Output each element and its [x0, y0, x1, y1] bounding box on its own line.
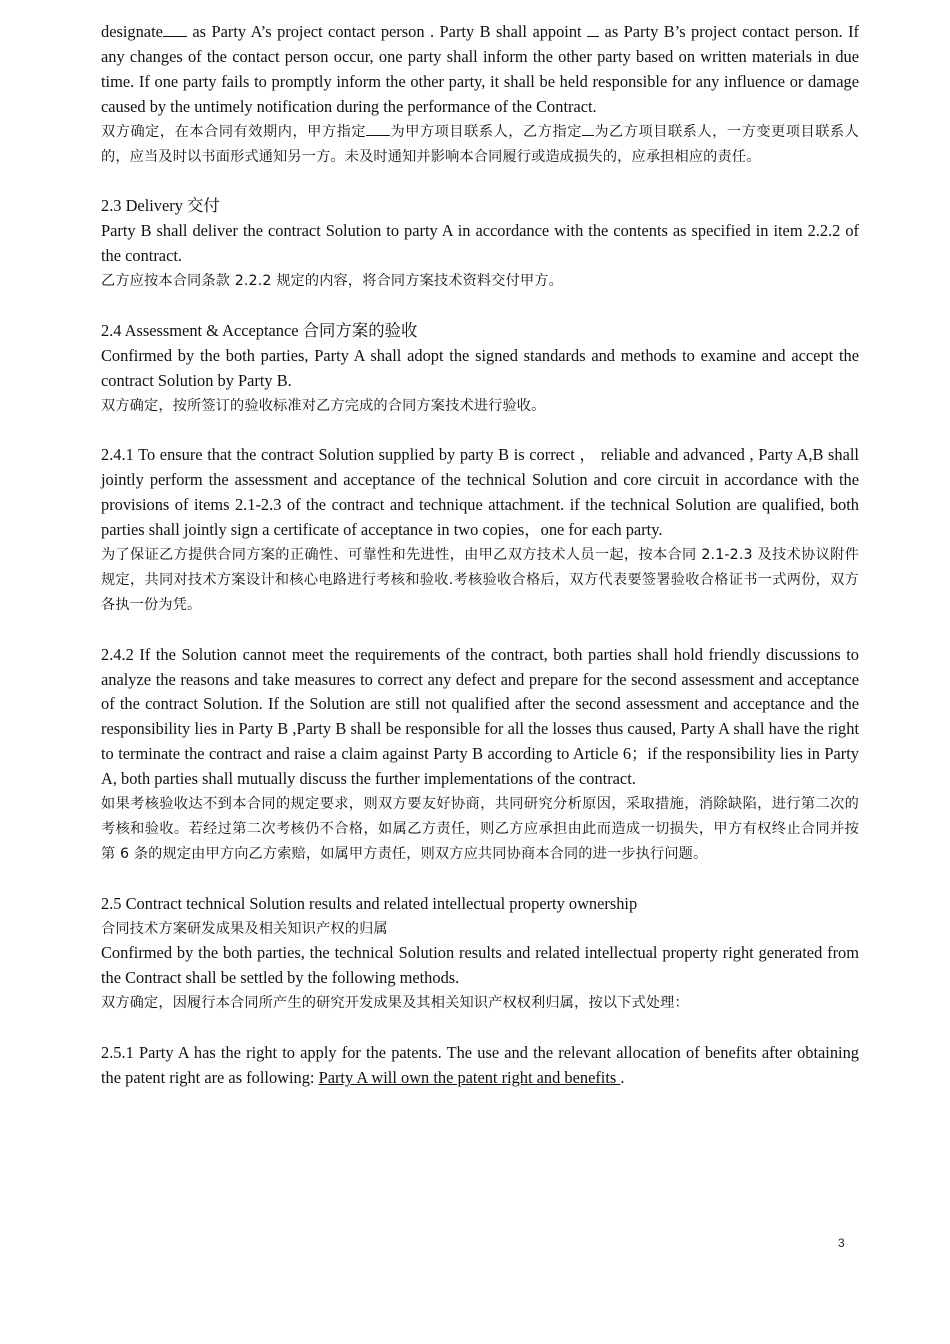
- section-2-4-en: Confirmed by the both parties, Party A shall adopt the signed standards and methods to examine and accept the contract Solution by Party B.: [101, 345, 859, 390]
- section-2-5-heading-zh: 合同技术方案研发成果及相关知识产权的归属: [101, 920, 388, 937]
- text-fragment: 为乙方项目联系人，一方变更项目联系人的，应当及时以书面形式通知另一方。未及时通知并影响本合同履行或造成损失的，应承担相应的责任。: [101, 123, 860, 165]
- text-fragment: 双方确定，在本合同有效期内，甲方指定: [101, 123, 367, 140]
- blank-line: [163, 22, 187, 37]
- text-fragment: as Party A’s project contact person . Party B shall appoint: [186, 22, 588, 41]
- blank-line: [587, 22, 599, 37]
- page-number: 3: [838, 1236, 845, 1250]
- text-fragment: 2.5.1 Party A has the right to apply for the patents. The use and the relevant allocation of benefits after obtaining the patent right are as following:: [101, 1043, 859, 1087]
- section-2-3-en: Party B shall deliver the contract Solution to party A in accordance with the contents as specified in item 2.2.2 of the contract.: [101, 221, 859, 266]
- section-2-4-2-zh: 如果考核验收达不到本合同的规定要求，则双方要友好协商，共同研究分析原因，采取措施，消除缺陷，进行第二次的考核和验收。若经过第二次考核仍不合格，如属乙方责任，则乙方应承担由此而造成一切损失，甲方有权终止合同并按第 6 条的规定由甲方向乙方索赔，如属甲方责任，则双方应共同协商本合同的进一步执行问题。: [101, 796, 859, 862]
- text-fragment: as Party B’s project contact person. If any changes of the contact person occur, one party shall inform the other party based on written materials in due time. If one party fails to promptly inform the other party, it shall be held responsible for any influence or damage caused by the untimely notification during the performance of the Contract.: [101, 22, 859, 116]
- section-2-5-1-en: [101, 1041, 859, 1091]
- contact-person-en: [101, 20, 859, 120]
- section-2-5-en: Confirmed by the both parties, the technical Solution results and related intellectual property right generated from the Contract shall be settled by the following methods.: [101, 943, 859, 988]
- section-2-5-heading-en: 2.5 Contract technical Solution results and related intellectual property ownership: [101, 893, 638, 913]
- document-page: [101, 20, 859, 1091]
- section-2-4-1-en: 2.4.1 To ensure that the contract Solution supplied by party B is correct ， reliable and advanced , Party A,B shall jointly perform the assessment and acceptance of the technical Solution and core circuit in accordance with the provisions of items 2.1-2.3 of the contract and technique attachment. if the technical Solution are qualified, both parties shall jointly sign a certificate of acceptance in two copies，one for each party.: [101, 445, 859, 540]
- section-2-4-2-en: 2.4.2 If the Solution cannot meet the requirements of the contract, both parties shall hold friendly discussions to analyze the reasons and take measures to correct any defect and prepare for the second assessment and acceptance of the contract Solution. If the Solution are still not qualified after the second assessment and acceptance and the responsibility lies in Party B ,Party B shall be responsible for all the losses thus caused, Party A shall have the right to terminate the contract and raise a claim against Party B according to Article 6；if the responsibility lies in Party A, both parties shall mutually discuss the further implementations of the contract.: [101, 644, 859, 789]
- section-2-5-zh: 双方确定，因履行本合同所产生的研究开发成果及其相关知识产权权利归属，按以下式处理：: [101, 995, 689, 1012]
- text-fragment: designate: [101, 22, 163, 41]
- text-fragment: .: [620, 1067, 625, 1087]
- blank-line: [582, 121, 594, 136]
- text-fragment: 为甲方项目联系人，乙方指定: [390, 123, 582, 140]
- blank-line: [366, 121, 390, 136]
- underlined-fill-in: Party A will own the patent right and benefits: [318, 1067, 621, 1087]
- section-2-4-1-zh: 为了保证乙方提供合同方案的正确性、可靠性和先进性，由甲乙双方技术人员一起，按本合同 2.1-2.3 及技术协议附件规定，共同对技术方案设计和核心电路进行考核和验收.考核验收合格后，双方代表要签署验收合格证书一式两份，双方各执一份为凭。: [101, 546, 859, 613]
- contact-person-zh: [101, 120, 859, 170]
- section-2-4-heading: 2.4 Assessment & Acceptance 合同方案的验收: [101, 320, 418, 340]
- section-2-3-zh: 乙方应按本合同条款 2.2.2 规定的内容，将合同方案技术资料交付甲方。: [101, 273, 563, 290]
- section-2-4-zh: 双方确定，按所签订的验收标准对乙方完成的合同方案技术进行验收。: [101, 397, 546, 414]
- section-2-3-heading: 2.3 Delivery 交付: [101, 196, 220, 216]
